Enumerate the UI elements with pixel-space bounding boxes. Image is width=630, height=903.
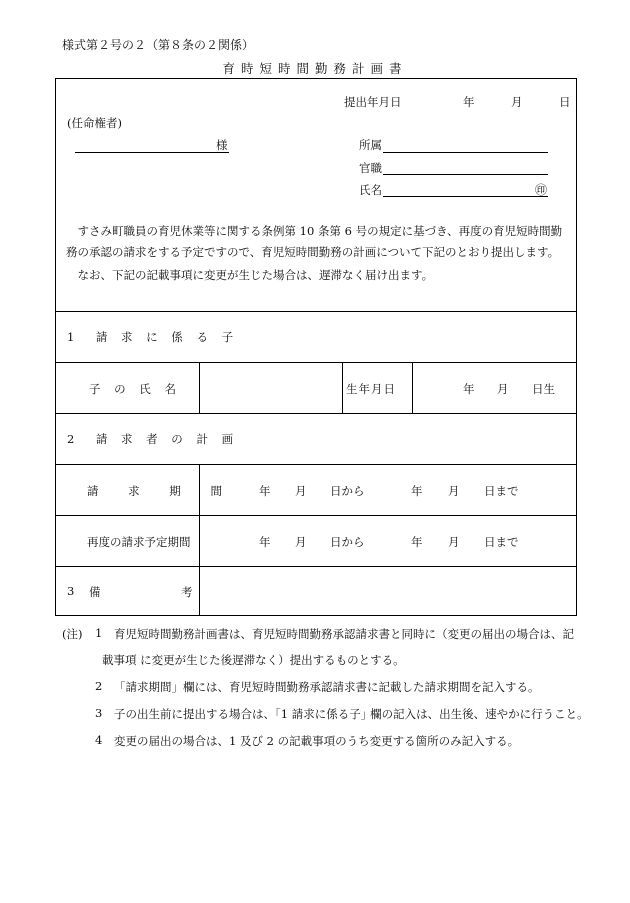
submission-day-field[interactable]: 日 — [559, 95, 571, 109]
note-text: 載事項 に変更が生じた後遅滞なく）提出するものとする。 — [102, 653, 405, 667]
child-name-field[interactable] — [200, 363, 341, 412]
request-period-end-day[interactable]: 日まで — [484, 484, 519, 498]
submission-month-field[interactable]: 月 — [511, 95, 523, 109]
birth-month-field[interactable]: 月 — [497, 382, 509, 396]
note-number: 4 — [95, 733, 103, 747]
remarks-field[interactable] — [200, 567, 575, 614]
birth-date-label: 生年月日 — [346, 382, 396, 396]
form-frame — [55, 78, 577, 616]
page-title: 育時短時間勤務計画書 — [222, 61, 408, 76]
replan-period-start-year[interactable]: 年 — [259, 535, 271, 549]
divider — [56, 515, 576, 516]
request-period-start-year[interactable]: 年 — [259, 484, 271, 498]
replan-period-end-month[interactable]: 月 — [448, 535, 460, 549]
birth-year-field[interactable]: 年 — [463, 382, 475, 396]
remarks-label-b: 考 — [181, 585, 193, 599]
seal-mark: ㊞ — [535, 183, 548, 197]
note-number: 1 — [95, 626, 103, 640]
note-text: 育児短時間勤務計画書は、育児短時間勤務承認請求書と同時に（変更の届出の場合は、記 — [114, 627, 574, 641]
notes-prefix: (注) — [62, 627, 83, 641]
affiliation-label: 所属 — [359, 138, 382, 152]
divider — [412, 362, 413, 413]
note-text: 変更の届出の場合は、1 及び 2 の記載事項のうち変更する箇所のみ記入する。 — [114, 734, 520, 748]
submission-year-field[interactable]: 年 — [463, 95, 475, 109]
request-period-end-year[interactable]: 年 — [411, 484, 423, 498]
request-period-start-month[interactable]: 月 — [295, 484, 307, 498]
replan-period-end-day[interactable]: 日まで — [484, 535, 519, 549]
divider — [56, 311, 576, 312]
appointing-authority-label: (任命権者) — [67, 116, 122, 130]
authority-name-field[interactable] — [75, 152, 229, 153]
section1-heading: 1 請 求 に 係 る 子 — [67, 330, 239, 344]
remarks-label-a: 備 — [89, 585, 101, 599]
note-number: 3 — [95, 706, 103, 720]
divider — [56, 413, 576, 414]
submission-date-label: 提出年月日 — [344, 95, 402, 109]
request-period-label: 請 求 期 間 — [87, 484, 235, 498]
note-number: 2 — [95, 679, 103, 693]
statement-paragraph: すさみ町職員の育児休業等に関する条例第 10 条第 6 号の規定に基づき、再度の育児短時間勤務の承認の請求をする予定ですので、育児短時間勤務の計画について下記のとおり提出します。 — [66, 224, 563, 259]
request-period-start-day[interactable]: 日から — [330, 484, 365, 498]
child-name-label: 子 の 氏 名 — [89, 382, 181, 396]
divider — [342, 362, 343, 413]
note-text: 「請求期間」欄には、育児短時間勤務承認請求書に記載した請求期間を記入する。 — [114, 680, 540, 694]
replan-period-end-year[interactable]: 年 — [411, 535, 423, 549]
name-field[interactable] — [383, 196, 548, 197]
birth-day-field[interactable]: 日生 — [532, 382, 555, 396]
note-text: 子の出生前に提出する場合は、｢1 請求に係る子｣ 欄の記入は、出生後、速やかに行うこと。 — [114, 707, 589, 721]
statement-note: なお、下記の記載事項に変更が生じた場合は、遅滞なく届け出ます。 — [77, 268, 434, 282]
honorific-label: 様 — [216, 138, 228, 152]
form-number: 様式第２号の２（第８条の２関係） — [62, 38, 255, 52]
affiliation-field[interactable] — [383, 152, 548, 153]
request-period-end-month[interactable]: 月 — [448, 484, 460, 498]
position-label: 官職 — [359, 161, 382, 175]
divider — [56, 464, 576, 465]
remarks-number: 3 — [67, 584, 75, 598]
replan-period-start-month[interactable]: 月 — [295, 535, 307, 549]
replan-period-label: 再度の請求予定期間 — [87, 535, 191, 549]
replan-period-start-day[interactable]: 日から — [330, 535, 365, 549]
name-label: 氏名 — [359, 183, 382, 197]
position-field[interactable] — [383, 174, 548, 175]
section2-heading: 2 請 求 者 の 計 画 — [67, 432, 239, 446]
